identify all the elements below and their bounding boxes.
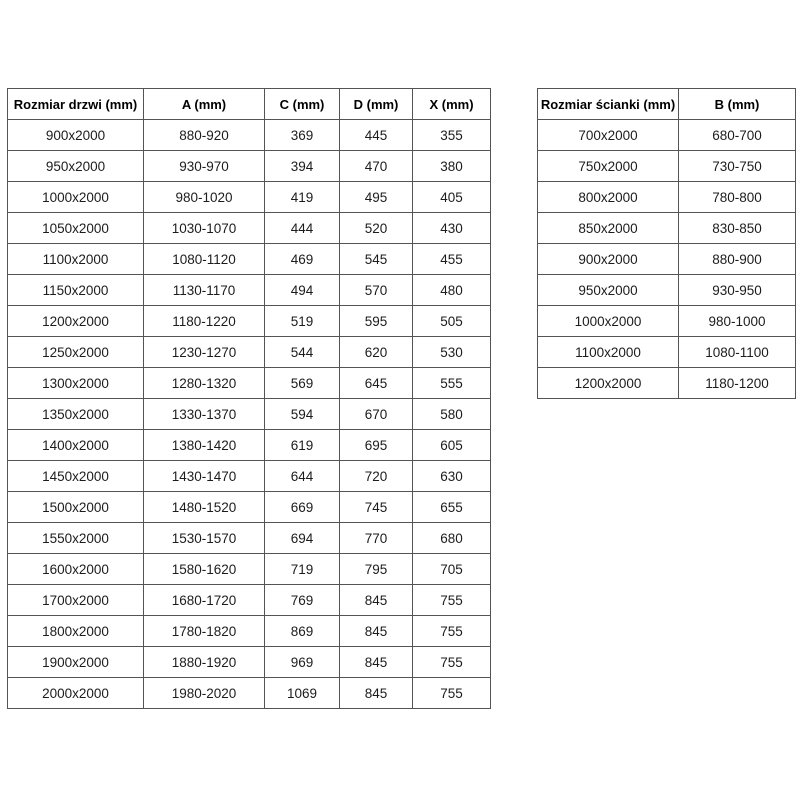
table-row [8,182,491,213]
table-cell: 545 [340,244,413,275]
column-header: Rozmiar ścianki (mm) [538,89,679,120]
table-cell: 1500x2000 [8,492,144,523]
table-cell: 930-950 [679,275,796,306]
table-row [538,213,796,244]
table-cell: 630 [413,461,491,492]
table-cell: 1600x2000 [8,554,144,585]
door-size-table [7,88,491,709]
table-row [8,120,491,151]
table-cell: 900x2000 [8,120,144,151]
table-cell: 495 [340,182,413,213]
table-row [8,399,491,430]
table-cell: 494 [265,275,340,306]
table-cell: 1680-1720 [144,585,265,616]
table-cell: 405 [413,182,491,213]
table-cell: 880-920 [144,120,265,151]
table-cell: 719 [265,554,340,585]
table-cell: 444 [265,213,340,244]
table-row [538,120,796,151]
table-row [8,492,491,523]
table-row [8,151,491,182]
table-cell: 980-1020 [144,182,265,213]
table-cell: 1330-1370 [144,399,265,430]
table-cell: 644 [265,461,340,492]
table-cell: 830-850 [679,213,796,244]
table-cell: 695 [340,430,413,461]
wall-size-table-body [538,120,796,399]
table-cell: 1130-1170 [144,275,265,306]
table-cell: 1280-1320 [144,368,265,399]
table-cell: 619 [265,430,340,461]
table-cell: 1200x2000 [8,306,144,337]
table-cell: 519 [265,306,340,337]
table-cell: 1100x2000 [8,244,144,275]
table-cell: 770 [340,523,413,554]
table-cell: 569 [265,368,340,399]
table-cell: 1450x2000 [8,461,144,492]
table-cell: 755 [413,585,491,616]
column-header: A (mm) [144,89,265,120]
table-cell: 930-970 [144,151,265,182]
table-row [538,151,796,182]
table-cell: 880-900 [679,244,796,275]
table-row [8,647,491,678]
table-cell: 394 [265,151,340,182]
table-cell: 355 [413,120,491,151]
table-cell: 1430-1470 [144,461,265,492]
table-row [538,368,796,399]
table-cell: 1000x2000 [8,182,144,213]
table-cell: 745 [340,492,413,523]
table-cell: 1700x2000 [8,585,144,616]
table-row [538,275,796,306]
table-cell: 544 [265,337,340,368]
table-cell: 645 [340,368,413,399]
table-cell: 800x2000 [538,182,679,213]
table-cell: 950x2000 [8,151,144,182]
table-cell: 445 [340,120,413,151]
table-cell: 369 [265,120,340,151]
table-row [538,337,796,368]
table-cell: 380 [413,151,491,182]
table-row [8,275,491,306]
table-cell: 845 [340,585,413,616]
table-cell: 869 [265,616,340,647]
table-cell: 555 [413,368,491,399]
table-cell: 594 [265,399,340,430]
table-cell: 1080-1100 [679,337,796,368]
table-cell: 1530-1570 [144,523,265,554]
table-cell: 1580-1620 [144,554,265,585]
table-cell: 755 [413,647,491,678]
table-cell: 670 [340,399,413,430]
table-cell: 980-1000 [679,306,796,337]
table-cell: 520 [340,213,413,244]
table-cell: 655 [413,492,491,523]
table-cell: 730-750 [679,151,796,182]
table-row [8,368,491,399]
table-row [8,430,491,461]
table-cell: 1080-1120 [144,244,265,275]
table-cell: 1400x2000 [8,430,144,461]
table-row [8,337,491,368]
table-cell: 1150x2000 [8,275,144,306]
table-cell: 2000x2000 [8,678,144,709]
table-cell: 1230-1270 [144,337,265,368]
table-header-row [538,89,796,120]
table-cell: 950x2000 [538,275,679,306]
table-cell: 900x2000 [538,244,679,275]
table-cell: 469 [265,244,340,275]
table-cell: 530 [413,337,491,368]
table-cell: 1050x2000 [8,213,144,244]
table-cell: 769 [265,585,340,616]
table-row [538,182,796,213]
table-row [8,523,491,554]
table-cell: 845 [340,647,413,678]
table-cell: 680-700 [679,120,796,151]
table-cell: 419 [265,182,340,213]
column-header: C (mm) [265,89,340,120]
table-header-row [8,89,491,120]
table-row [538,306,796,337]
table-cell: 755 [413,616,491,647]
table-cell: 969 [265,647,340,678]
table-cell: 1480-1520 [144,492,265,523]
table-cell: 1030-1070 [144,213,265,244]
table-row [8,306,491,337]
column-header: D (mm) [340,89,413,120]
table-cell: 505 [413,306,491,337]
table-cell: 694 [265,523,340,554]
table-row [8,678,491,709]
table-cell: 1069 [265,678,340,709]
table-cell: 1000x2000 [538,306,679,337]
table-cell: 1380-1420 [144,430,265,461]
table-cell: 1180-1200 [679,368,796,399]
table-cell: 680 [413,523,491,554]
table-cell: 795 [340,554,413,585]
table-cell: 470 [340,151,413,182]
table-cell: 1780-1820 [144,616,265,647]
column-header: Rozmiar drzwi (mm) [8,89,144,120]
table-row [8,616,491,647]
table-cell: 845 [340,616,413,647]
door-size-table-body [8,120,491,709]
table-cell: 1350x2000 [8,399,144,430]
table-cell: 700x2000 [538,120,679,151]
table-row [8,461,491,492]
wall-size-table [537,88,796,399]
table-cell: 669 [265,492,340,523]
table-cell: 1800x2000 [8,616,144,647]
table-row [8,585,491,616]
table-cell: 1100x2000 [538,337,679,368]
table-cell: 780-800 [679,182,796,213]
table-cell: 1980-2020 [144,678,265,709]
table-cell: 605 [413,430,491,461]
column-header: X (mm) [413,89,491,120]
table-cell: 705 [413,554,491,585]
table-cell: 1250x2000 [8,337,144,368]
table-cell: 755 [413,678,491,709]
table-cell: 1550x2000 [8,523,144,554]
table-cell: 1200x2000 [538,368,679,399]
table-cell: 845 [340,678,413,709]
table-cell: 595 [340,306,413,337]
table-cell: 455 [413,244,491,275]
table-cell: 1900x2000 [8,647,144,678]
table-cell: 620 [340,337,413,368]
column-header: B (mm) [679,89,796,120]
table-cell: 1880-1920 [144,647,265,678]
table-cell: 750x2000 [538,151,679,182]
table-row [8,244,491,275]
table-cell: 580 [413,399,491,430]
table-cell: 1180-1220 [144,306,265,337]
table-cell: 480 [413,275,491,306]
table-cell: 430 [413,213,491,244]
table-row [8,213,491,244]
table-row [8,554,491,585]
table-cell: 570 [340,275,413,306]
table-cell: 1300x2000 [8,368,144,399]
table-cell: 720 [340,461,413,492]
table-cell: 850x2000 [538,213,679,244]
table-row [538,244,796,275]
